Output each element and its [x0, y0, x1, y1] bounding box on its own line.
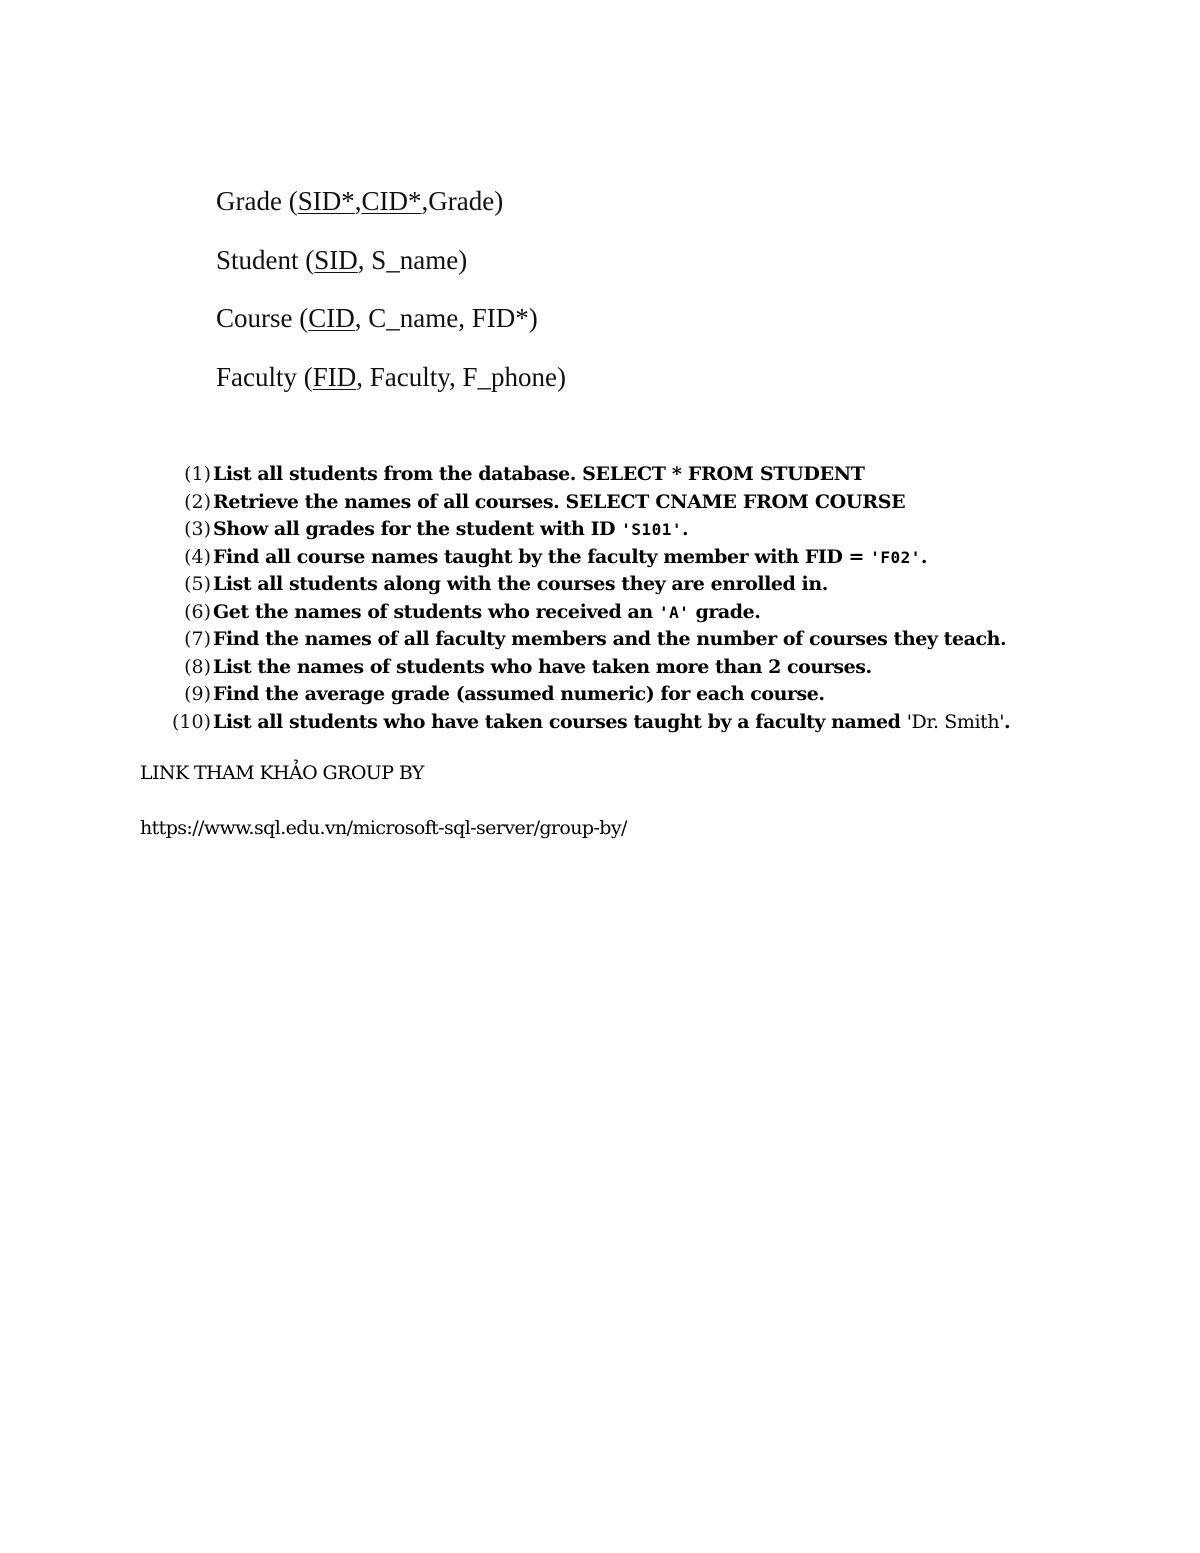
- question-faculty-name: 'Dr. Smith': [906, 710, 1005, 733]
- question-text: Show all grades for the student with ID: [213, 518, 622, 540]
- question-text-after: .: [1004, 710, 1011, 733]
- question-item: [160, 626, 1010, 654]
- question-code: 'F02': [870, 547, 921, 567]
- primary-key: SID: [314, 244, 358, 275]
- primary-key: FID: [312, 361, 357, 392]
- question-code: 'A': [658, 602, 690, 622]
- paren-open: (: [298, 244, 315, 275]
- table-name: Grade: [216, 186, 282, 216]
- question-item: [160, 654, 1010, 682]
- question-text: List all students along with the courses they are enrolled in.: [213, 573, 828, 595]
- table-name: Student: [216, 244, 299, 275]
- schema-student: [216, 231, 566, 290]
- attributes: , S_name): [357, 244, 468, 275]
- question-item: [160, 571, 1010, 599]
- question-text: Find the average grade (assumed numeric) for each course.: [213, 683, 825, 705]
- relational-schema: [216, 172, 566, 406]
- question-item: [160, 516, 1010, 544]
- question-text: Find all course names taught by the faculty member with FID =: [213, 545, 871, 568]
- attributes: , Faculty, F_phone): [356, 361, 566, 392]
- question-item: [160, 544, 1010, 572]
- primary-key: CID: [308, 303, 355, 333]
- question-number: (3): [184, 518, 211, 540]
- question-sql: SELECT * FROM STUDENT: [582, 463, 865, 485]
- schema-grade: [216, 172, 566, 231]
- question-item: [160, 489, 1010, 517]
- question-sql: SELECT CNAME FROM COURSE: [565, 490, 906, 513]
- reference-title: LINK THAM KHẢO GROUP BY: [140, 762, 424, 784]
- question-text: Find the names of all faculty members and the number of courses they teach.: [213, 628, 1007, 650]
- separator: ,: [354, 186, 362, 216]
- question-number: (4): [184, 545, 211, 568]
- question-text: Retrieve the names of all courses.: [213, 490, 566, 513]
- question-number: (10): [171, 710, 211, 733]
- paren-open: (: [292, 303, 309, 333]
- attributes: ,Grade): [421, 186, 504, 216]
- question-code: 'S101': [621, 520, 683, 539]
- schema-course: [216, 289, 566, 348]
- question-text-after: grade.: [689, 600, 761, 623]
- question-list: [160, 461, 1010, 736]
- question-item: [160, 709, 1010, 737]
- table-name: Course: [216, 303, 293, 333]
- question-number: (6): [184, 600, 211, 623]
- question-item: [160, 461, 1010, 489]
- question-text: List the names of students who have taken more than 2 courses.: [213, 655, 872, 678]
- question-number: (8): [184, 655, 211, 678]
- question-number: (2): [184, 490, 211, 513]
- paren-open: (: [297, 361, 313, 392]
- question-text-after: .: [682, 518, 689, 540]
- primary-key-part: SID*: [297, 186, 355, 216]
- paren-open: (: [281, 186, 298, 216]
- question-text: List all students who have taken courses taught by a faculty named: [213, 710, 907, 733]
- question-number: (7): [184, 628, 211, 650]
- question-number: (1): [184, 463, 211, 485]
- question-text: List all students from the database.: [213, 463, 583, 485]
- attributes: , C_name, FID*): [354, 303, 538, 333]
- question-text: Get the names of students who received an: [213, 600, 659, 623]
- question-text-after: .: [920, 545, 928, 568]
- reference-link[interactable]: https://www.sql.edu.vn/microsoft-sql-server/group-by/: [140, 817, 627, 839]
- table-name: Faculty: [216, 361, 297, 392]
- question-number: (9): [184, 683, 211, 705]
- question-item: [160, 681, 1010, 709]
- question-number: (5): [184, 573, 211, 595]
- primary-key-part: CID*: [361, 186, 422, 216]
- question-item: [160, 599, 1010, 627]
- schema-faculty: [216, 348, 566, 407]
